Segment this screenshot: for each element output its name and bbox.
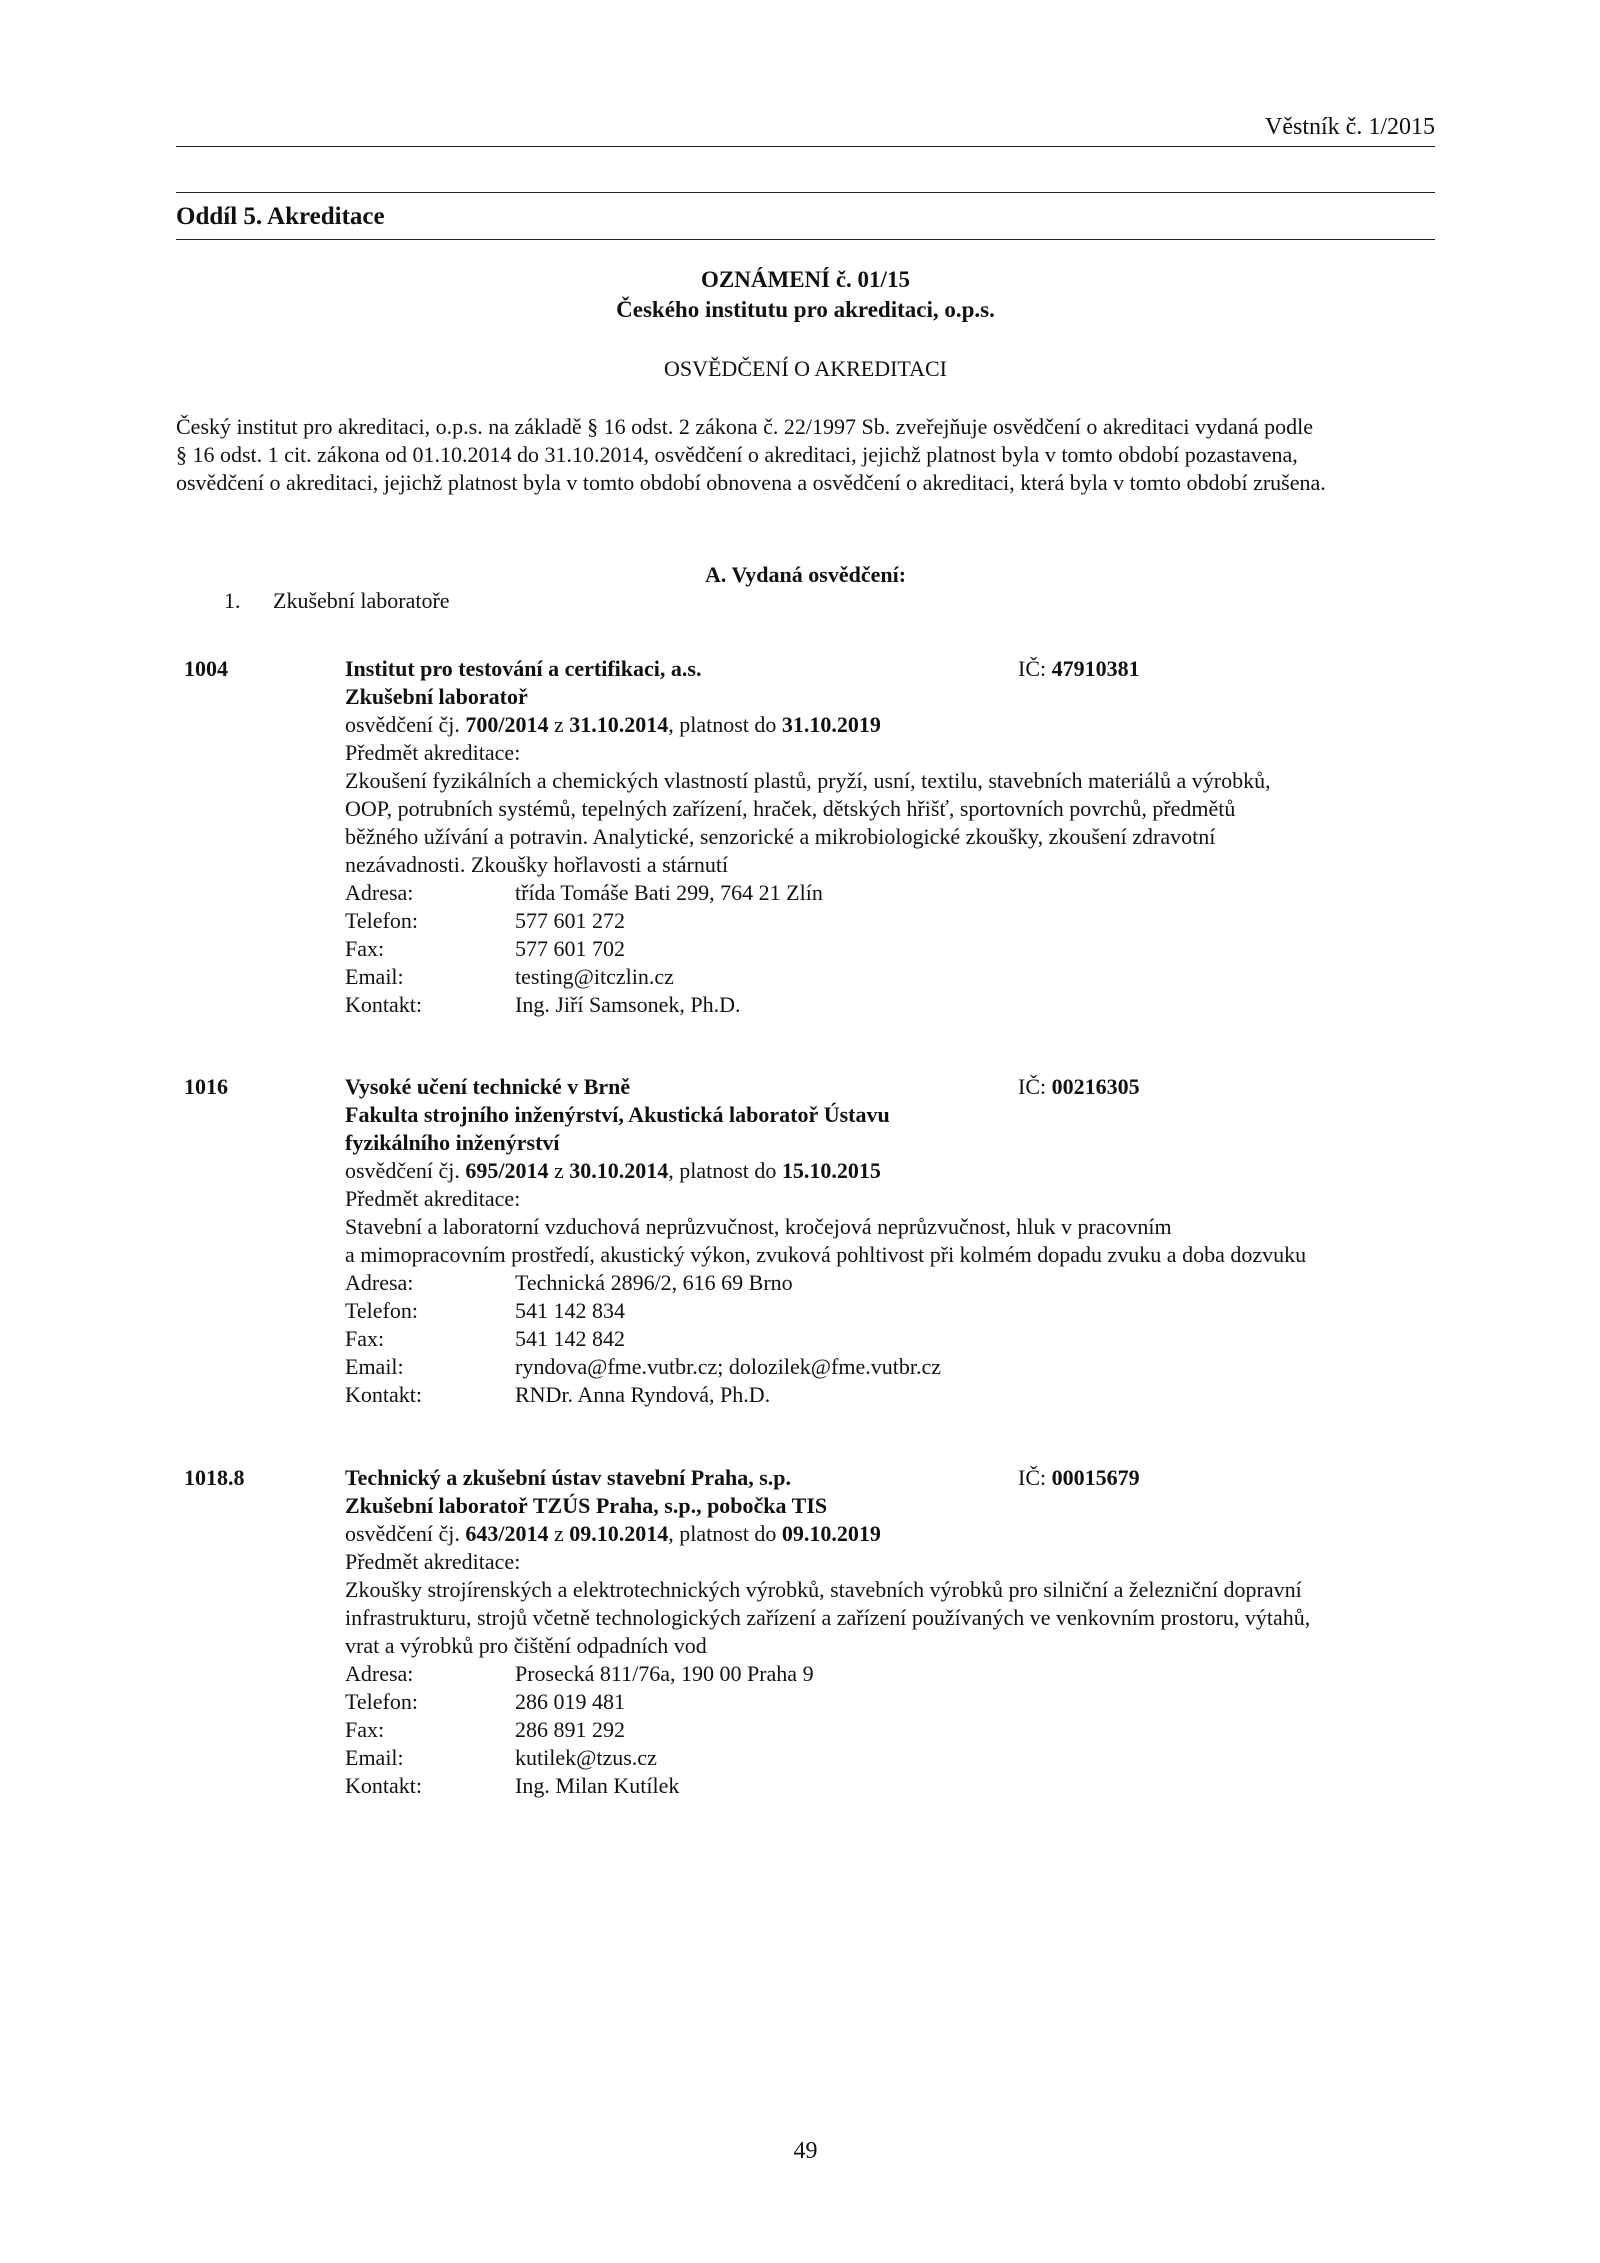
address-row bbox=[345, 879, 1435, 907]
email-label: Email: bbox=[345, 964, 404, 989]
email-row bbox=[345, 1353, 1435, 1381]
subject-line: OOP, potrubních systémů, tepelných zařízení, hraček, dětských hřišť, sportovních povrchů, předmětů bbox=[345, 796, 1236, 821]
phone-value: 286 019 481 bbox=[515, 1689, 625, 1714]
address-label: Adresa: bbox=[345, 1661, 414, 1686]
page-number: 49 bbox=[793, 2138, 818, 2164]
cert-number: 695/2014 bbox=[465, 1158, 549, 1183]
entry-body bbox=[345, 655, 1435, 1019]
fax-label: Fax: bbox=[345, 936, 385, 961]
cert-valid-label: , platnost do bbox=[668, 1521, 782, 1546]
email-value: testing@itczlin.cz bbox=[515, 964, 674, 989]
email-label: Email: bbox=[345, 1354, 404, 1379]
ic-label: IČ: bbox=[1018, 656, 1052, 681]
subject-label: Předmět akreditace: bbox=[345, 1549, 521, 1574]
cert-from: z bbox=[548, 712, 570, 737]
notice-institution: Českého institutu pro akreditaci, o.p.s. bbox=[616, 297, 995, 322]
running-head: Věstník č. 1/2015 bbox=[1265, 114, 1435, 140]
fax-value: 286 891 292 bbox=[515, 1717, 625, 1742]
cert-date: 09.10.2014 bbox=[569, 1521, 669, 1546]
subject-label: Předmět akreditace: bbox=[345, 1186, 521, 1211]
subject-line: Zkoušení fyzikálních a chemických vlastností plastů, pryží, usní, textilu, stavebních materiálů a výrobků, bbox=[345, 768, 1271, 793]
entry-code: 1016 bbox=[184, 1074, 228, 1099]
address-value: Technická 2896/2, 616 69 Brno bbox=[515, 1270, 793, 1295]
contact-label: Kontakt: bbox=[345, 1382, 422, 1407]
entry-code: 1004 bbox=[184, 656, 228, 681]
email-row bbox=[345, 963, 1435, 991]
cert-prefix: osvědčení čj. bbox=[345, 1158, 466, 1183]
cert-date: 30.10.2014 bbox=[569, 1158, 669, 1183]
part-a-heading: A. Vydaná osvědčení: bbox=[704, 562, 907, 587]
entry-name: Zkušební laboratoř TZÚS Praha, s.p., pobočka TIS bbox=[345, 1493, 828, 1518]
cert-valid-until: 31.10.2019 bbox=[781, 712, 881, 737]
subject-line: Zkoušky strojírenských a elektrotechnických výrobků, stavebních výrobků pro silniční a železniční dopravní bbox=[345, 1577, 1302, 1602]
cert-from: z bbox=[548, 1158, 570, 1183]
email-value: kutilek@tzus.cz bbox=[515, 1745, 657, 1770]
entry-name: fyzikálního inženýrství bbox=[345, 1130, 560, 1155]
intro-line: Český institut pro akreditaci, o.p.s. na základě § 16 odst. 2 zákona č. 22/1997 Sb. zveřejňuje osvědčení o akreditaci vydaná podle bbox=[176, 414, 1313, 439]
phone-label: Telefon: bbox=[345, 1689, 418, 1714]
contact-value: RNDr. Anna Ryndová, Ph.D. bbox=[515, 1382, 771, 1407]
entry-name: Fakulta strojního inženýrství, Akustická laboratoř Ústavu bbox=[345, 1102, 890, 1127]
ic-value: 00015679 bbox=[1051, 1465, 1140, 1490]
certificate-line bbox=[345, 1520, 1435, 1548]
subject-line: běžného užívání a potravin. Analytické, senzorické a mikrobiologické zkoušky, zkoušení zdravotní bbox=[345, 824, 1216, 849]
category-label: Zkušební laboratoře bbox=[273, 588, 450, 613]
subject-line: nezávadnosti. Zkoušky hořlavosti a stárnutí bbox=[345, 852, 729, 877]
entry-body bbox=[345, 1073, 1435, 1409]
section-rule-bottom bbox=[176, 239, 1435, 240]
phone-label: Telefon: bbox=[345, 1298, 418, 1323]
notice-subtitle: OSVĚDČENÍ O AKREDITACI bbox=[663, 356, 947, 381]
cert-number: 643/2014 bbox=[465, 1521, 549, 1546]
phone-row bbox=[345, 1688, 1435, 1716]
contact-label: Kontakt: bbox=[345, 992, 422, 1017]
subject-line: Stavební a laboratorní vzduchová neprůzvučnost, kročejová neprůzvučnost, hluk v pracovním bbox=[345, 1214, 1172, 1239]
entry-code: 1018.8 bbox=[184, 1465, 245, 1490]
phone-value: 577 601 272 bbox=[515, 908, 625, 933]
cert-valid-label: , platnost do bbox=[668, 1158, 782, 1183]
fax-row bbox=[345, 935, 1435, 963]
section-rule-top bbox=[176, 192, 1435, 193]
ic-label: IČ: bbox=[1018, 1074, 1052, 1099]
cert-date: 31.10.2014 bbox=[569, 712, 669, 737]
entry-name: Vysoké učení technické v Brně bbox=[345, 1074, 631, 1099]
fax-label: Fax: bbox=[345, 1326, 385, 1351]
cert-valid-until: 09.10.2019 bbox=[781, 1521, 881, 1546]
email-label: Email: bbox=[345, 1745, 404, 1770]
intro-paragraph bbox=[176, 413, 1435, 497]
contact-row bbox=[345, 1772, 1435, 1800]
fax-label: Fax: bbox=[345, 1717, 385, 1742]
fax-value: 577 601 702 bbox=[515, 936, 625, 961]
entry-body bbox=[345, 1464, 1435, 1800]
contact-value: Ing. Milan Kutílek bbox=[515, 1773, 680, 1798]
category-number: 1. bbox=[224, 588, 241, 613]
address-value: třída Tomáše Bati 299, 764 21 Zlín bbox=[515, 880, 823, 905]
cert-valid-until: 15.10.2015 bbox=[781, 1158, 881, 1183]
address-label: Adresa: bbox=[345, 1270, 414, 1295]
phone-row bbox=[345, 1297, 1435, 1325]
entry-name: Institut pro testování a certifikaci, a.s. bbox=[345, 656, 702, 681]
cert-number: 700/2014 bbox=[465, 712, 549, 737]
section-title: Oddíl 5. Akreditace bbox=[176, 203, 385, 230]
subject-line: vrat a výrobků pro čištění odpadních vod bbox=[345, 1633, 707, 1658]
entry-name: Zkušební laboratoř bbox=[345, 684, 528, 709]
intro-line: § 16 odst. 1 cit. zákona od 01.10.2014 do 31.10.2014, osvědčení o akreditaci, jejichž platnost byla v tomto období pozastavena, bbox=[176, 442, 1298, 467]
ic-label: IČ: bbox=[1018, 1465, 1052, 1490]
contact-value: Ing. Jiří Samsonek, Ph.D. bbox=[515, 992, 741, 1017]
contact-row bbox=[345, 1381, 1435, 1409]
fax-value: 541 142 842 bbox=[515, 1326, 625, 1351]
certificate-line bbox=[345, 711, 1435, 739]
address-label: Adresa: bbox=[345, 880, 414, 905]
address-value: Prosecká 811/76a, 190 00 Praha 9 bbox=[515, 1661, 814, 1686]
phone-row bbox=[345, 907, 1435, 935]
email-value: ryndova@fme.vutbr.cz; dolozilek@fme.vutbr.cz bbox=[515, 1354, 942, 1379]
cert-prefix: osvědčení čj. bbox=[345, 712, 466, 737]
subject-line: infrastrukturu, strojů včetně technologických zařízení a zařízení používaných ve venkovním prostoru, výtahů, bbox=[345, 1605, 1311, 1630]
contact-label: Kontakt: bbox=[345, 1773, 422, 1798]
email-row bbox=[345, 1744, 1435, 1772]
fax-row bbox=[345, 1325, 1435, 1353]
header-rule bbox=[176, 146, 1435, 147]
intro-line: osvědčení o akreditaci, jejichž platnost byla v tomto období obnovena a osvědčení o akreditaci, která byla v tomto období zrušena. bbox=[176, 470, 1326, 495]
cert-valid-label: , platnost do bbox=[668, 712, 782, 737]
phone-label: Telefon: bbox=[345, 908, 418, 933]
contact-row bbox=[345, 991, 1435, 1019]
address-row bbox=[345, 1269, 1435, 1297]
notice-title: OZNÁMENÍ č. 01/15 bbox=[701, 267, 910, 292]
address-row bbox=[345, 1660, 1435, 1688]
certificate-line bbox=[345, 1157, 1435, 1185]
ic-value: 00216305 bbox=[1051, 1074, 1140, 1099]
subject-line: a mimopracovním prostředí, akustický výkon, zvuková pohltivost při kolmém dopadu zvuku a doba dozvuku bbox=[345, 1242, 1307, 1267]
subject-label: Předmět akreditace: bbox=[345, 740, 521, 765]
phone-value: 541 142 834 bbox=[515, 1298, 625, 1323]
cert-from: z bbox=[548, 1521, 570, 1546]
cert-prefix: osvědčení čj. bbox=[345, 1521, 466, 1546]
fax-row bbox=[345, 1716, 1435, 1744]
ic-value: 47910381 bbox=[1051, 656, 1140, 681]
entry-name: Technický a zkušební ústav stavební Praha, s.p. bbox=[345, 1465, 792, 1490]
